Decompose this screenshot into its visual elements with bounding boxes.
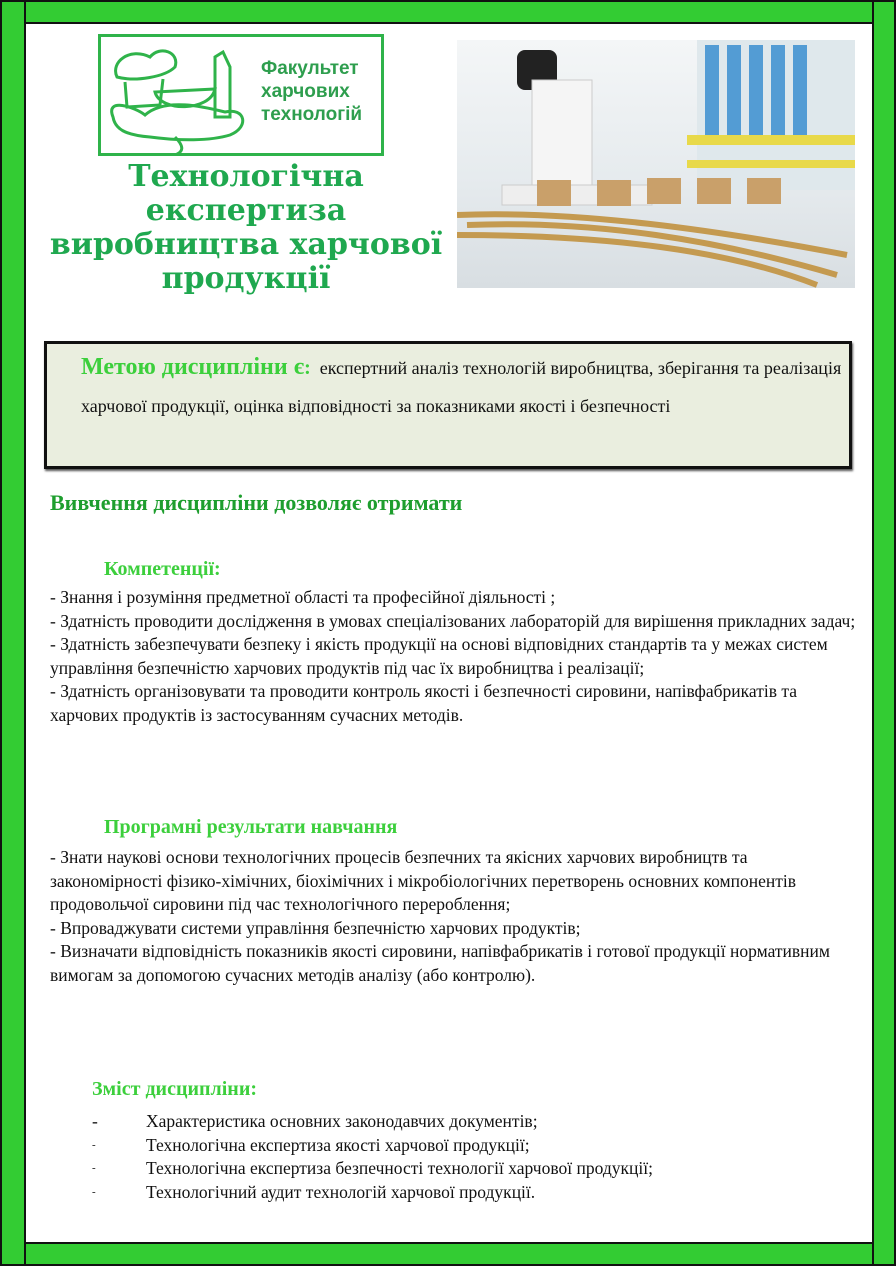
results-list: [50, 846, 860, 987]
study-heading: Вивчення дисципліни дозволяє отримати: [50, 490, 463, 515]
title-line: виробництва харчової: [49, 227, 443, 262]
goal-label: Метою дисципліни є: [81, 354, 305, 380]
logo-text: [261, 57, 362, 126]
list-item: - Здатність організовувати та проводити контроль якості і безпечності сировини, напівфабрикатів та харчових продуктів із застосуванням сучасних методів.: [50, 681, 798, 725]
frame-top: [0, 0, 896, 24]
dash: -: [92, 1185, 96, 1198]
list-item: - Впроваджувати системи управління безпечністю харчових продуктів;: [50, 917, 581, 938]
goal-colon: :: [304, 357, 311, 379]
faculty-logo: [98, 34, 384, 156]
competences-heading: Компетенції:: [104, 558, 221, 580]
frame-right: [872, 0, 896, 1266]
content-list: [92, 1110, 653, 1204]
logo-line: харчових: [261, 81, 350, 102]
page-title: [40, 160, 452, 296]
results-heading: Програмні результати навчання: [104, 816, 398, 838]
goal-box: [44, 341, 852, 469]
logo-line: технологій: [261, 104, 363, 125]
list-item: - Здатність забезпечувати безпеку і якість продукції на основі відповідних стандартів та у межах систем управління безпечністю харчових продуктів під час їх виробництва і реалізації;: [50, 634, 828, 678]
content-heading: Зміст дисципліни:: [92, 1078, 258, 1100]
dash: -: [92, 1162, 96, 1174]
list-item: [92, 1110, 653, 1134]
title-line: експертиза: [145, 193, 347, 228]
list-item: - Здатність проводити дослідження в умовах спеціалізованих лабораторій для вирішення прикладних задач;: [50, 610, 856, 631]
logo-line: Факультет: [261, 58, 359, 79]
title-line: продукції: [161, 261, 331, 296]
item-text: Технологічний аудит технологій харчової продукції.: [146, 1181, 536, 1202]
goal-text: експертний аналіз технологій виробництва, зберігання та реалізація харчової продукції, оцінка відповідності за показниками якості і безпечності: [81, 358, 846, 416]
dash: -: [92, 1111, 98, 1131]
item-text: Технологічна експертиза якості харчової продукції;: [146, 1134, 530, 1155]
list-item: - Визначати відповідність показників якості сировини, напівфабрикатів і готової продукції нормативним вимогам за допомогою сучасних методів аналізу (або контролю).: [50, 941, 830, 985]
item-text: Технологічна експертиза безпечності технології харчової продукції;: [146, 1158, 653, 1178]
item-text: Характеристика основних законодавчих документів;: [146, 1111, 538, 1131]
list-item: [92, 1134, 653, 1158]
competences-list: [50, 586, 860, 727]
title-line: Технологічна: [128, 159, 364, 194]
list-item: [92, 1181, 653, 1205]
list-item: - Знати наукові основи технологічних процесів безпечних та якісних харчових виробництв та закономірності фізико-хімічних, біохімічних і мікробіологічних перетворень основних компонентів продовольчої сировини під час технологічного перероблення;: [50, 847, 796, 914]
frame-left: [0, 0, 26, 1266]
lab-photo: [457, 40, 855, 288]
list-item: [92, 1157, 653, 1181]
food-icon: [105, 37, 255, 155]
list-item: - Знання і розуміння предметної області та професійної діяльності ;: [50, 587, 556, 607]
dash: -: [92, 1138, 96, 1151]
frame-bottom: [0, 1242, 896, 1266]
